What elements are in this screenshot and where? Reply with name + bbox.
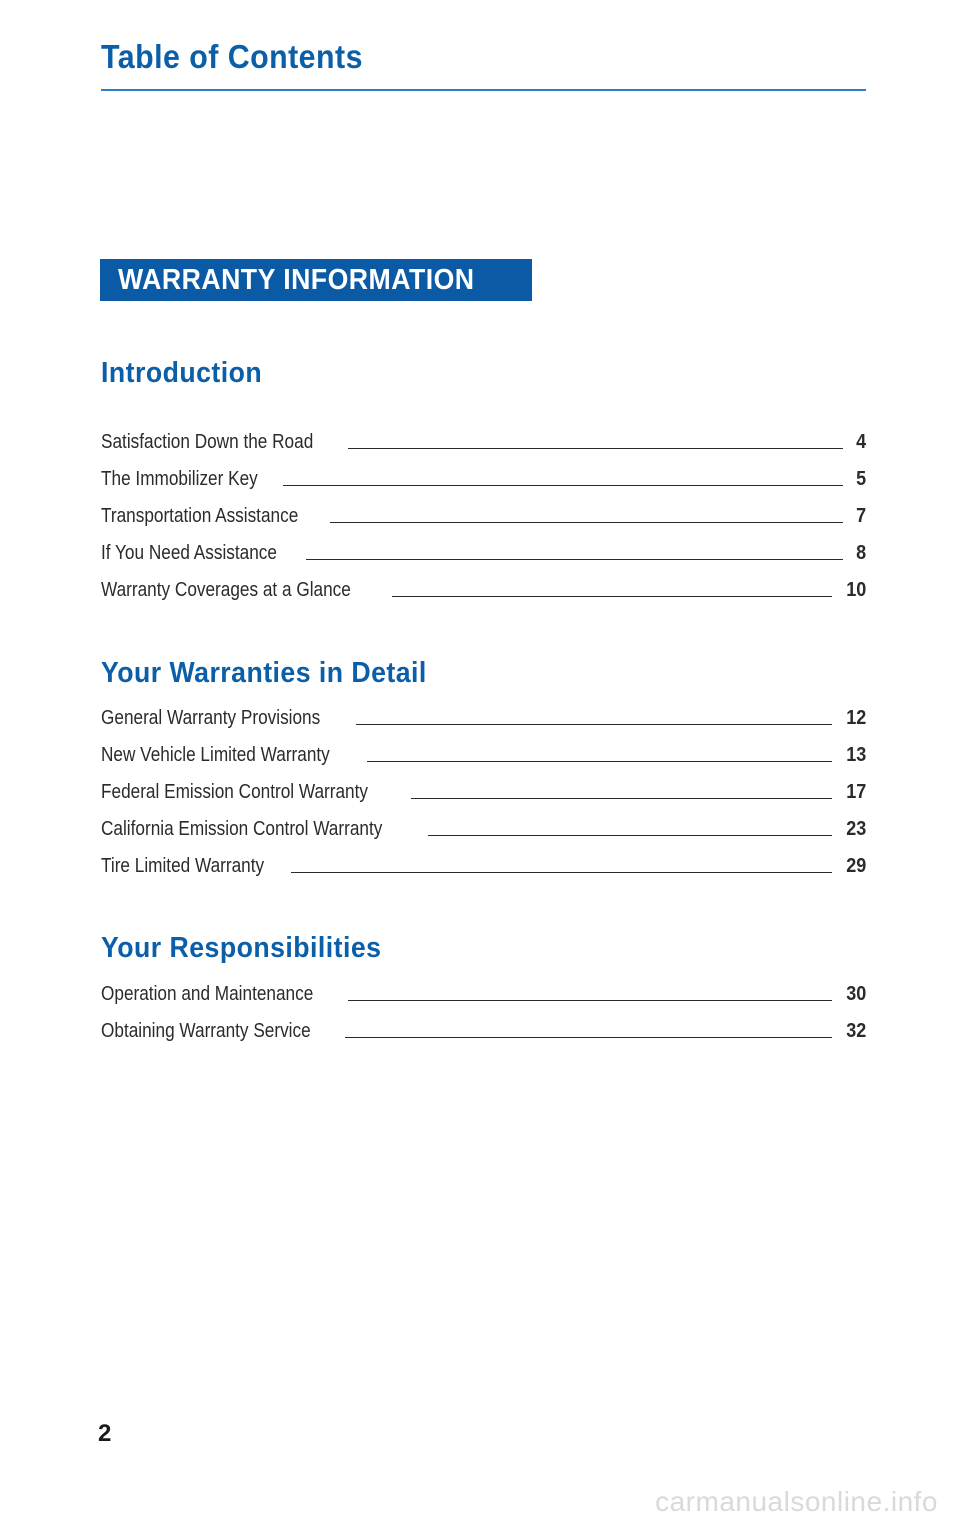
toc-entry-page: 30: [845, 983, 866, 1005]
toc-entry-page: 23: [845, 818, 866, 840]
toc-entry-label: Transportation Assistance: [101, 505, 299, 527]
toc-entry-page: 13: [845, 744, 866, 766]
toc-entry-label: Obtaining Warranty Service: [101, 1020, 311, 1042]
toc-entry-page: 12: [845, 707, 866, 729]
toc-leader-line: [348, 448, 843, 449]
toc-entry-page: 17: [845, 781, 866, 803]
toc-leader-line: [291, 872, 832, 873]
toc-entry[interactable]: [101, 502, 866, 528]
toc-entry-page: 32: [845, 1020, 866, 1042]
toc-leader-line: [348, 1000, 832, 1001]
toc-entry[interactable]: [101, 815, 866, 841]
toc-entry-page: 4: [855, 431, 866, 453]
toc-entry-page: 29: [845, 855, 866, 877]
toc-entry[interactable]: [101, 576, 866, 602]
page-title: Table of Contents: [101, 38, 363, 75]
toc-leader-line: [345, 1037, 832, 1038]
toc-entry-label: Warranty Coverages at a Glance: [101, 579, 351, 601]
toc-leader-line: [367, 761, 832, 762]
toc-entry-label: Federal Emission Control Warranty: [101, 781, 369, 803]
section-heading-warranties-in-detail: Your Warranties in Detail: [101, 657, 427, 689]
toc-leader-line: [306, 559, 843, 560]
toc-entry-page: 7: [855, 505, 866, 527]
section-banner-label: WARRANTY INFORMATION: [118, 264, 475, 296]
toc-entry[interactable]: [101, 852, 866, 878]
section-banner: [100, 259, 532, 301]
section-heading-introduction: Introduction: [101, 357, 263, 389]
toc-entry-label: Satisfaction Down the Road: [101, 431, 314, 453]
toc-entry[interactable]: [101, 539, 866, 565]
toc-leader-line: [356, 724, 832, 725]
toc-leader-line: [411, 798, 831, 799]
toc-entry-label: The Immobilizer Key: [101, 468, 258, 490]
toc-entry[interactable]: [101, 465, 866, 491]
toc-entry-label: Tire Limited Warranty: [101, 855, 265, 877]
toc-entry-label: Operation and Maintenance: [101, 983, 314, 1005]
toc-entry[interactable]: [101, 741, 866, 767]
toc-entry-page: 10: [845, 579, 866, 601]
toc-leader-line: [428, 835, 832, 836]
toc-leader-line: [330, 522, 843, 523]
toc-entry[interactable]: [101, 428, 866, 454]
section-heading-responsibilities: Your Responsibilities: [101, 932, 382, 964]
toc-entry-label: California Emission Control Warranty: [101, 818, 383, 840]
toc-entry-label: General Warranty Provisions: [101, 707, 321, 729]
watermark: carmanualsonline.info: [655, 1486, 938, 1517]
toc-entry[interactable]: [101, 980, 866, 1006]
toc-leader-line: [392, 596, 832, 597]
title-divider: [101, 89, 866, 91]
toc-entry-page: 8: [855, 542, 866, 564]
page-number: 2: [98, 1420, 112, 1447]
toc-entry-page: 5: [855, 468, 866, 490]
toc-entry[interactable]: [101, 1017, 866, 1043]
toc-entry[interactable]: [101, 704, 866, 730]
toc-entry[interactable]: [101, 778, 866, 804]
toc-entry-label: New Vehicle Limited Warranty: [101, 744, 330, 766]
toc-entry-label: If You Need Assistance: [101, 542, 277, 564]
toc-leader-line: [283, 485, 843, 486]
